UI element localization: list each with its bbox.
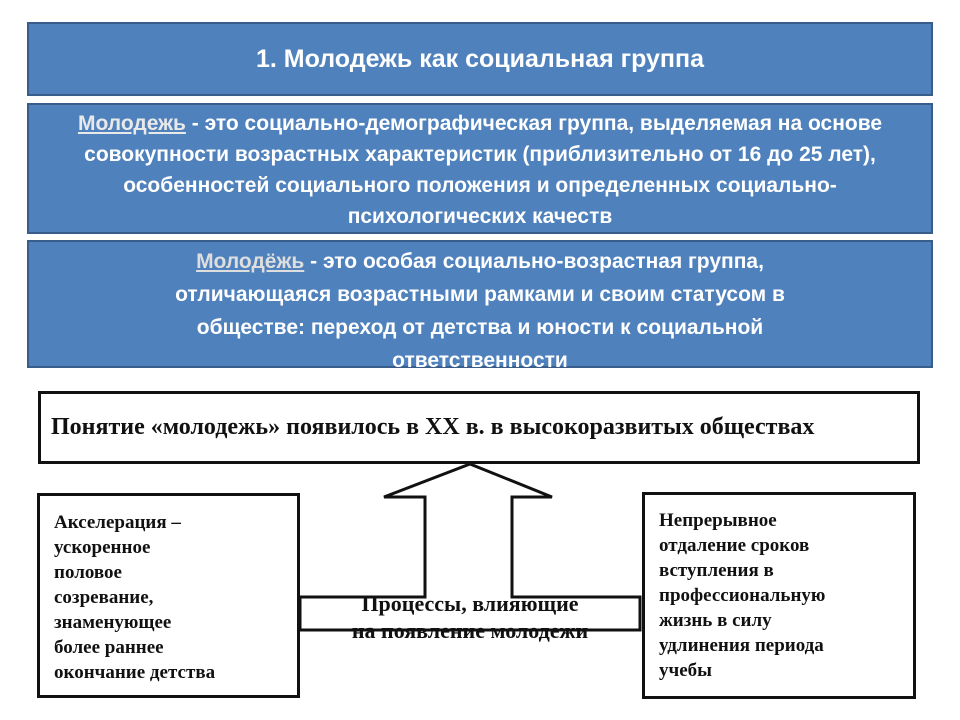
slide-title-text: 1. Молодежь как социальная группа <box>255 44 705 73</box>
education-line-4: профессиональную <box>659 585 826 606</box>
processes-label-line-2: на появление молодежи <box>351 618 589 643</box>
acceleration-line-6: более раннее <box>54 637 164 658</box>
education-line-6: удлинения периода <box>659 635 824 656</box>
acceleration-line-7: окончание детства <box>54 662 216 683</box>
definition-2-term: Молодёжь <box>196 250 305 273</box>
acceleration-line-4: созревание, <box>54 587 154 608</box>
education-line-5: жизнь в силу <box>659 610 772 631</box>
definition-2-text: - это особая социально-возрастная группа, отличающаяся возрастными рамками и своим статусом в обществе: переход от детства и юности к социальной ответственности <box>175 250 785 372</box>
education-line-2: отдаление сроков <box>659 535 810 556</box>
origin-concept-text: Понятие «молодежь» появилось в XX в. в высокоразвитых обществах <box>51 414 815 440</box>
acceleration-line-5: знаменующее <box>54 612 172 633</box>
education-line-1: Непрерывное <box>659 510 777 531</box>
definition-1-text: - это социально-демографическая группа, выделяемая на основе совокупности возрастных характеристик (приблизительно от 16 до 25 лет), особенностей социального положения и определенных социально-психологических качеств <box>84 112 883 228</box>
acceleration-line-1: Акселерация – <box>54 512 181 533</box>
education-line-3: вступления в <box>659 560 774 581</box>
education-extension-box <box>642 492 916 699</box>
acceleration-line-2: ускоренное <box>54 537 151 558</box>
acceleration-line-3: половое <box>54 562 122 583</box>
processes-label-line-1: Процессы, влияющие <box>361 591 579 616</box>
processes-label <box>300 590 640 644</box>
acceleration-box <box>37 493 300 698</box>
definition-1-term: Молодежь <box>77 112 186 135</box>
education-line-7: учебы <box>659 660 712 681</box>
origin-concept-box <box>38 391 920 464</box>
